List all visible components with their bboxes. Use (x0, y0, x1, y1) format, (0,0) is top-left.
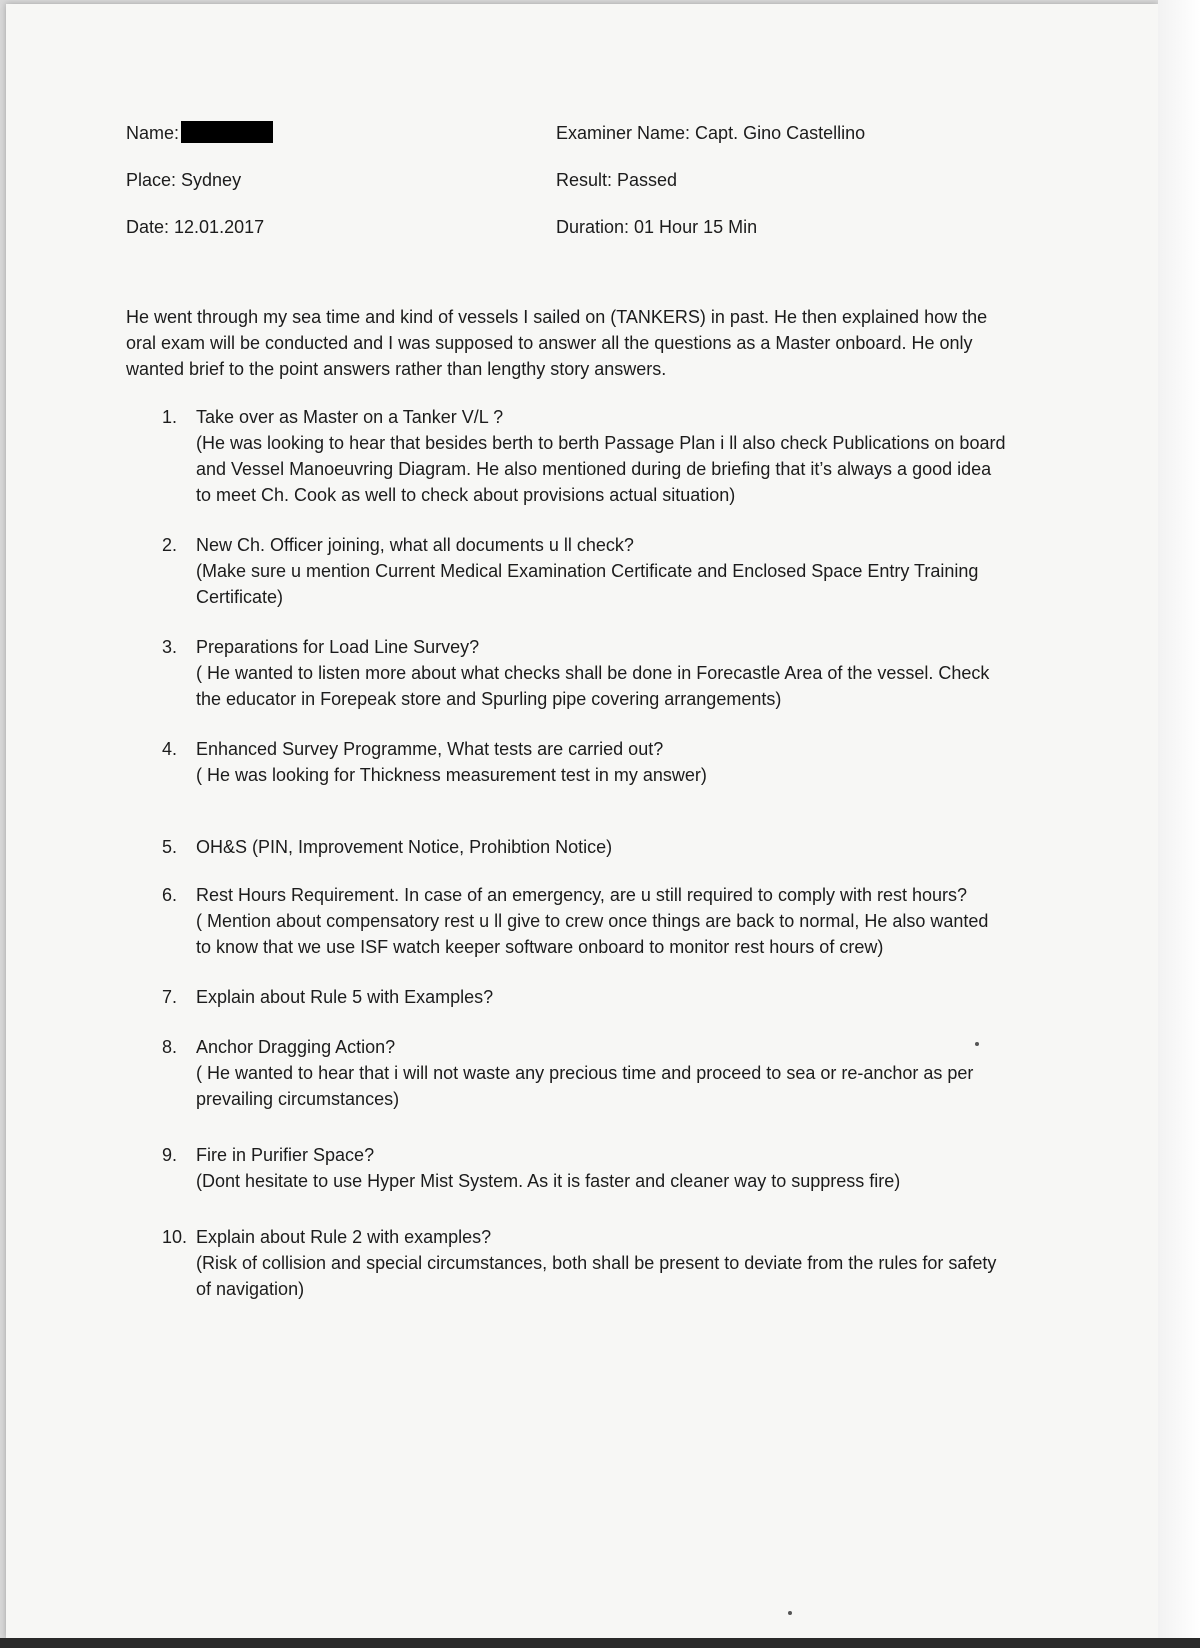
question-text: Take over as Master on a Tanker V/L ? (196, 407, 504, 427)
details-row-3 (126, 214, 1006, 240)
question-text: Enhanced Survey Programme, What tests are carried out? (196, 739, 664, 759)
question-item (162, 532, 1006, 610)
question-text: Fire in Purifier Space? (196, 1145, 375, 1165)
question-item (162, 736, 1006, 788)
question-item (162, 634, 1006, 712)
question-number: 8. (162, 1037, 178, 1057)
question-note: ( He wanted to hear that i will not waste any precious time and proceed to sea or re-anchor as per prevailing circumstances) (196, 1063, 974, 1109)
details-row-2 (126, 167, 1006, 193)
question-text: Explain about Rule 2 with examples? (196, 1227, 492, 1247)
question-number: 7. (162, 987, 178, 1007)
question-text: Anchor Dragging Action? (196, 1037, 396, 1057)
question-item (162, 834, 1006, 860)
name-label: Name: (126, 123, 180, 143)
question-text: Preparations for Load Line Survey? (196, 637, 480, 657)
question-list (126, 404, 1006, 1302)
question-note: (Make sure u mention Current Medical Examination Certificate and Enclosed Space Entry Training Certificate) (196, 561, 979, 607)
place: Place: Sydney (126, 170, 242, 190)
question-note: ( He was looking for Thickness measurement test in my answer) (196, 765, 707, 785)
question-text: Rest Hours Requirement. In case of an emergency, are u still required to comply with rest hours? (196, 885, 968, 905)
intro-paragraph: He went through my sea time and kind of vessels I sailed on (TANKERS) in past. He then explained how the oral exam will be conducted and I was supposed to answer all the questions as a Master onboard. He only wanted brief to the point answers rather than lengthy story answers. (126, 307, 988, 379)
question-number: 9. (162, 1145, 178, 1165)
question-number: 2. (162, 535, 178, 555)
scan-bottom-edge (0, 1638, 1200, 1648)
question-item (162, 1224, 1006, 1302)
exam-details (126, 120, 1006, 280)
question-text: OH&S (PIN, Improvement Notice, Prohibtion Notice) (196, 837, 613, 857)
question-item (162, 404, 1006, 508)
question-number: 10. (162, 1227, 188, 1247)
question-item (162, 1142, 1006, 1194)
duration: Duration: 01 Hour 15 Min (556, 217, 758, 237)
examiner-name: Examiner Name: Capt. Gino Castellino (556, 123, 866, 143)
question-note: (He was looking to hear that besides berth to berth Passage Plan i ll also check Publications on board and Vessel Manoeuvring Diagram. He also mentioned during de briefing that it’s always a good idea to meet Ch. Cook as well to check about provisions actual situation) (196, 433, 1006, 505)
scan-speck (788, 1611, 792, 1615)
question-number: 5. (162, 837, 178, 857)
result: Result: Passed (556, 170, 678, 190)
question-text: Explain about Rule 5 with Examples? (196, 987, 494, 1007)
question-item (162, 882, 1006, 960)
question-number: 6. (162, 885, 178, 905)
question-note: ( He wanted to listen more about what checks shall be done in Forecastle Area of the vessel. Check the educator in Forepeak store and Spurling pipe covering arrangements) (196, 663, 990, 709)
question-number: 4. (162, 739, 178, 759)
name-field (126, 120, 273, 146)
scan-edge (1158, 0, 1200, 1648)
question-text: New Ch. Officer joining, what all documents u ll check? (196, 535, 634, 555)
scan-speck (975, 1042, 979, 1046)
question-number: 1. (162, 407, 178, 427)
question-note: (Dont hesitate to use Hyper Mist System. As it is faster and cleaner way to suppress fire) (196, 1171, 901, 1191)
question-number: 3. (162, 637, 178, 657)
question-note: (Risk of collision and special circumstances, both shall be present to deviate from the rules for safety of navigation) (196, 1253, 997, 1299)
document-body (126, 120, 1006, 1326)
redaction-bar (181, 121, 273, 143)
question-item (162, 1034, 1006, 1112)
question-note: ( Mention about compensatory rest u ll give to crew once things are back to normal, He also wanted to know that we use ISF watch keeper software onboard to monitor rest hours of crew) (196, 911, 989, 957)
details-row-1 (126, 120, 1006, 146)
date: Date: 12.01.2017 (126, 217, 265, 237)
question-item (162, 984, 1006, 1010)
